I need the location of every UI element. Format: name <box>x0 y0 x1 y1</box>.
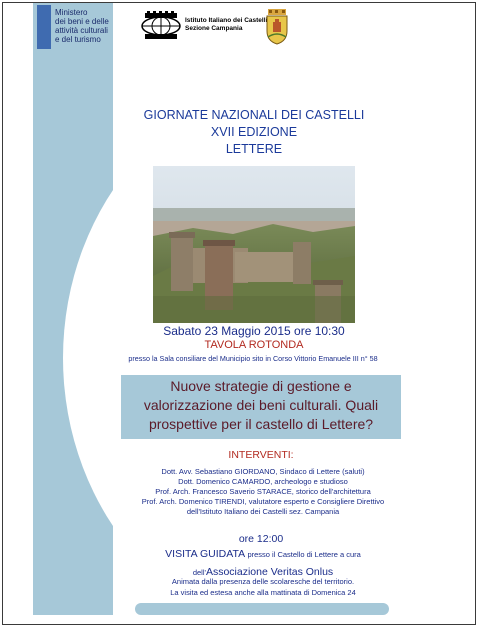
speaker-item: Prof. Arch. Francesco Saverio STARACE, storico dell'architettura <box>155 487 371 496</box>
iic-logo-icon <box>141 11 181 41</box>
ministry-line: dei beni e delle <box>55 17 109 26</box>
event-date: Sabato 23 Maggio 2015 ore 10:30 <box>163 324 345 338</box>
iic-name <box>185 17 267 33</box>
mibact-label: MiBACT <box>26 10 33 41</box>
speaker-item: Prof. Arch. Domenico TIRENDI, valutatore esperto e Consigliere Direttivo <box>141 497 385 506</box>
assoc-prefix: dell' <box>192 568 206 577</box>
bottom-bar <box>135 603 389 615</box>
topic-line: Nuove strategie di gestione e <box>170 378 352 394</box>
visit-title: VISITA GUIDATA <box>165 548 245 560</box>
ministry-line: e del turismo <box>55 35 101 44</box>
topic-line: prospettive per il castello di Lettere? <box>148 416 374 432</box>
speaker-item: Dott. Domenico CAMARDO, archeologo e studioso <box>178 477 348 486</box>
visit-note: Animata dalla presenza delle scolaresche del territorio. <box>171 577 355 586</box>
castle-photo <box>153 166 355 323</box>
topic-line: valorizzazione dei beni culturali. Quali <box>143 397 379 413</box>
mibact-logo <box>37 5 51 49</box>
interventi-heading: INTERVENTI: <box>228 449 294 461</box>
visit-location: presso il Castello di Lettere a cura <box>247 550 361 559</box>
speaker-item: Dott. Avv. Sebastiano GIORDANO, Sindaco di Lettere (saluti) <box>161 467 365 476</box>
visit-extension: La visita ed estesa anche alla mattinata di Domenica 24 <box>170 588 356 597</box>
event-venue: presso la Sala consiliare del Municipio sito in Corso Vittorio Emanuele III n° 58 <box>128 354 378 363</box>
ministry-name <box>55 8 135 44</box>
visit-line <box>103 548 423 560</box>
visit-time: ore 12:00 <box>238 533 284 545</box>
topic-text <box>121 377 401 434</box>
municipal-crest-icon <box>265 9 289 45</box>
title-line: XVII EDIZIONE <box>210 125 298 139</box>
iic-line: Sezione Campania <box>185 25 243 32</box>
ministry-line: Ministero <box>55 8 88 17</box>
ministry-line: attività culturali <box>55 26 108 35</box>
title-line: GIORNATE NAZIONALI DEI CASTELLI <box>143 108 365 122</box>
speaker-list <box>113 467 413 517</box>
event-format: TAVOLA ROTONDA <box>204 339 304 351</box>
poster <box>2 2 476 625</box>
assoc-name: Associazione Veritas Onlus <box>205 566 334 578</box>
speaker-item: dell'Istituto Italiano dei Castelli sez. Campania <box>186 507 340 516</box>
iic-line: Istituto Italiano dei Castelli <box>185 17 268 24</box>
title-line: LETTERE <box>225 142 283 156</box>
